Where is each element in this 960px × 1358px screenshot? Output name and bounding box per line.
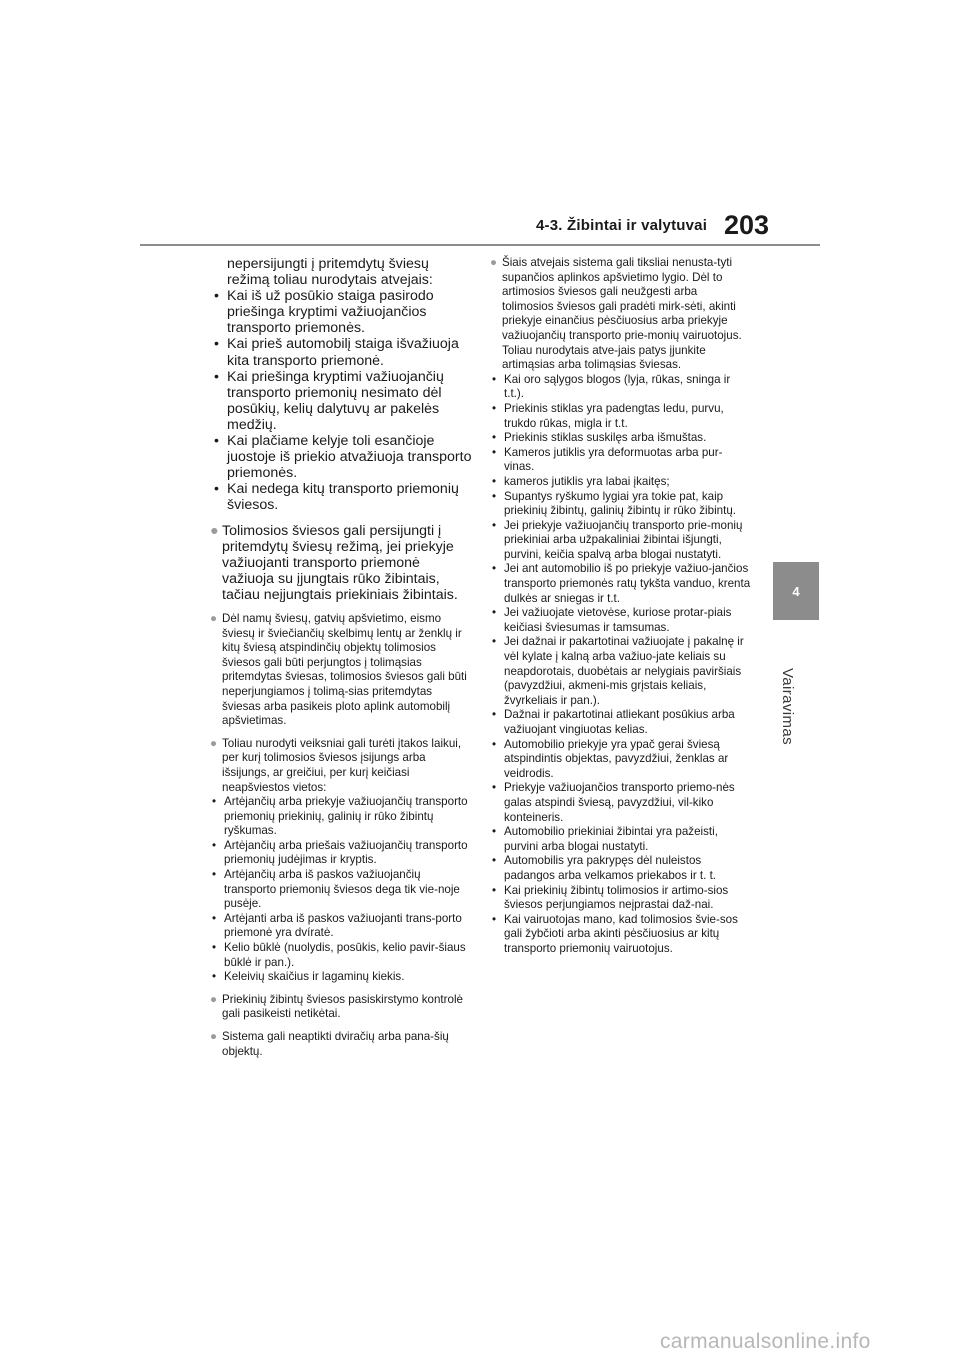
round-bullet-icon: ●	[210, 611, 218, 625]
bullet-dot: •	[214, 288, 219, 305]
list-item: • Kai priekinių žibintų tolimosios ir artimo-sios šviesos perjungiamos neįprastai daž-nai.	[492, 883, 729, 912]
bullet-dot: •	[492, 737, 497, 751]
list-item: • Jei priekyje važiuojančių transporto prie-monių priekiniai arba užpakaliniai žibintai išjungti, purvini, keičia spalvą arba blogai nustatyti.	[492, 518, 743, 561]
note-block: ● Šiais atvejais sistema gali tiksliai nenusta-tyti supančios aplinkos apšvietimo lygio. Dėl to artimosios šviesos gali neužgesti arba tolimosios šviesos gali pradėti mirk-sėti, akinti priekyje einančius pėsčiuosius arba priekyje važiuojančių transporto prie-monių vairuotojus. Toliau nurodytais atve-jais patys įjunkite artimąsias arba tolimąsias šviesas.	[490, 256, 742, 372]
section-title: 4-3. Žibintai ir valytuvai	[536, 217, 708, 234]
chapter-label: Vairavimas	[779, 668, 796, 746]
bullet-dot: •	[492, 489, 497, 503]
list-item: • Kai prieš automobilį staiga išvažiuoja kita transporto priemonė.	[214, 336, 459, 369]
bullet-dot: •	[212, 868, 217, 882]
list-item: • Kameros jutiklis yra deformuotas arba pur-vinas.	[492, 445, 723, 474]
list-item: • kameros jutiklis yra labai įkaitęs;	[492, 474, 670, 488]
factor-list	[210, 795, 472, 985]
header-rule	[140, 244, 820, 246]
condition-list	[490, 373, 752, 957]
bullet-dot: •	[492, 518, 497, 532]
round-bullet-icon: ●	[490, 256, 498, 269]
list-item: • Kai vairuotojas mano, kad tolimosios švie-sos gali žybčioti arba akinti pėsčiuosius ar kitų transporto priemonių vairuotojus.	[492, 912, 738, 955]
bullet-dot: •	[492, 431, 497, 445]
chapter-tab	[773, 562, 819, 620]
bullet-dot: •	[214, 481, 219, 498]
bullet-dot: •	[492, 708, 497, 722]
list-item: • Kai iš už posūkio staiga pasirodo priešinga kryptimi važiuojančios transporto priemonės.	[214, 288, 434, 337]
list-item: • Automobilis yra pakrypęs dėl nuleistos padangos arba velkamos priekabos ir t. t.	[492, 854, 717, 882]
bullet-dot: •	[212, 941, 217, 955]
list-item: • Keleivių skaičius ir lagaminų kiekis.	[212, 970, 405, 984]
list-item: • Jei ant automobilio iš po priekyje važiuo-jančios transporto priemonės ratų tykšta vanduo, krenta dulkės ar sniegas ir t.t.	[492, 562, 751, 605]
bullet-dot: •	[214, 336, 219, 353]
list-item: • Jei važiuojate vietovėse, kuriose protar-piais keičiasi šviesumas ir tamsumas.	[492, 606, 732, 634]
round-bullet-icon: ●	[210, 522, 219, 539]
page-number: 203	[724, 210, 770, 240]
list-item: • Priekinis stiklas yra padengtas ledu, purvu, trukdo rūkas, migla ir t.t.	[492, 401, 724, 430]
bullet-dot: •	[492, 474, 497, 488]
note-block: ● Sistema gali neaptikti dviračių arba pana-šių objektų.	[210, 1030, 449, 1058]
list-item: • Dažnai ir pakartotinai atliekant posūkius arba važiuojant vingiuotas kelias.	[492, 708, 735, 736]
note-block: ● Dėl namų šviesų, gatvių apšvietimo, eismo šviesų ir šviečiančių skelbimų lentų ar ženklų ir kitų šviesą atspindinčių objektų tolimosios šviesos gali būti perjungtos į tolimąsias pritemdytas šviesas, tolimosios šviesos gali būti neperjungiamos į tolimą-sias pritemdytas šviesas arba pasikeis ploto aplink automobilį apšvietimas.	[210, 611, 467, 728]
bullet-dot: •	[212, 838, 217, 852]
list-item: • Kai plačiame kelyje toli esančioje juostoje iš priekio atvažiuoja transporto priemonės.	[214, 433, 472, 482]
list-item: • Artėjanti arba iš paskos važiuojanti trans-porto priemonė yra dvíratė.	[212, 911, 462, 940]
list-item: • Kai oro sąlygos blogos (lyja, rūkas, sninga ir t.t.).	[492, 372, 731, 401]
bullet-dot: •	[492, 912, 497, 926]
intro-list	[210, 288, 472, 513]
bullet-dot: •	[492, 445, 497, 459]
bullet-dot: •	[212, 911, 217, 925]
bullet-dot: •	[492, 401, 497, 415]
bullet-dot: •	[212, 970, 217, 984]
bullet-dot: •	[214, 433, 219, 450]
bullet-dot: •	[214, 368, 219, 385]
note-block: ● Toliau nurodyti veiksniai gali turėti įtakos laikui, per kurį tolimosios šviesos įsijungs arba išsijungs, ar greičiui, per kurį keičiasi neapšviestos vietos:	[210, 736, 462, 794]
list-item: • Kai nedega kitų transporto priemonių šviesos.	[214, 481, 459, 514]
round-bullet-icon: ●	[210, 736, 218, 750]
list-item: • Kai priešinga kryptimi važiuojančių transporto priemonių nesimato dėl posūkių, kelių dalytuvų ar pakelės medžių.	[214, 368, 444, 433]
left-column	[210, 256, 472, 1059]
list-item: • Artėjančių arba priešais važiuojančių transporto priemonių judėjimas ir kryptis.	[212, 838, 468, 867]
bullet-dot: •	[492, 562, 497, 576]
list-item: • Priekinis stiklas suskilęs arba išmuštas.	[492, 431, 707, 445]
list-item: • Automobilio priekiniai žibintai yra pažeisti, purvini arba blogai nustatyti.	[492, 825, 718, 853]
bullet-dot: •	[492, 781, 497, 795]
note-block: ● Tolimosios šviesos gali persijungti į pritemdytų šviesų režimą, jei priekyje važiuojanti transporto priemonė važiuoja su įjungtais rūko žibintais, tačiau neįjungtais priekiniais žibintais.	[210, 522, 458, 603]
bullet-dot: •	[492, 825, 497, 839]
round-bullet-icon: ●	[210, 992, 218, 1006]
list-item: • Artėjančių arba priekyje važiuojančių transporto priemonių priekinių, galinių ir rūko žibintų ryškumas.	[212, 795, 468, 838]
bullet-dot: •	[492, 372, 497, 386]
list-item: • Automobilio priekyje yra ypač gerai šviesą atspindintis objektas, pavyzdžiui, ženklas ar veidrodis.	[492, 737, 729, 780]
list-item: • Kelio būklė (nuolydis, posūkis, kelio pavir-šiaus būklė ir pan.).	[212, 941, 466, 969]
list-item: • Priekyje važiuojančios transporto priemo-nės galas atspindi šviesą, pavyzdžiui, vil-kiko konteineris.	[492, 781, 735, 824]
note-block: ● Priekinių žibintų šviesos pasiskirstymo kontrolė gali pasikeisti netikėtai.	[210, 992, 463, 1021]
bullet-dot: •	[492, 883, 497, 897]
watermark: carmanualsonline.info	[660, 1330, 871, 1353]
list-item: • Artėjančių arba iš paskos važiuojančių transporto priemonių šviesos dega tik vie-noje pusėje.	[212, 868, 460, 911]
intro-paragraph: nepersijungti į pritemdytų šviesų režimą toliau nurodytais atvejais:	[227, 256, 433, 289]
right-column	[490, 256, 752, 957]
chapter-number: 4	[792, 583, 800, 599]
list-item: • Supantys ryškumo lygiai yra tokie pat, kaip priekinių žibintų, galinių žibintų ir rūko žibintų.	[492, 489, 736, 518]
round-bullet-icon: ●	[210, 1030, 218, 1043]
list-item: • Jei dažnai ir pakartotinai važiuojate į pakalnę ir vėl kylate į kalną arba važiuo-jate keliais su neapdorotais, duobėtais ar nelygiais paviršiais (pavyzdžiui, akmeni-mis grįstais keliais, žvyrkeliais ir pan.).	[492, 635, 744, 707]
bullet-dot: •	[492, 635, 497, 649]
bullet-dot: •	[492, 606, 497, 620]
bullet-dot: •	[492, 854, 497, 868]
bullet-dot: •	[212, 795, 217, 809]
